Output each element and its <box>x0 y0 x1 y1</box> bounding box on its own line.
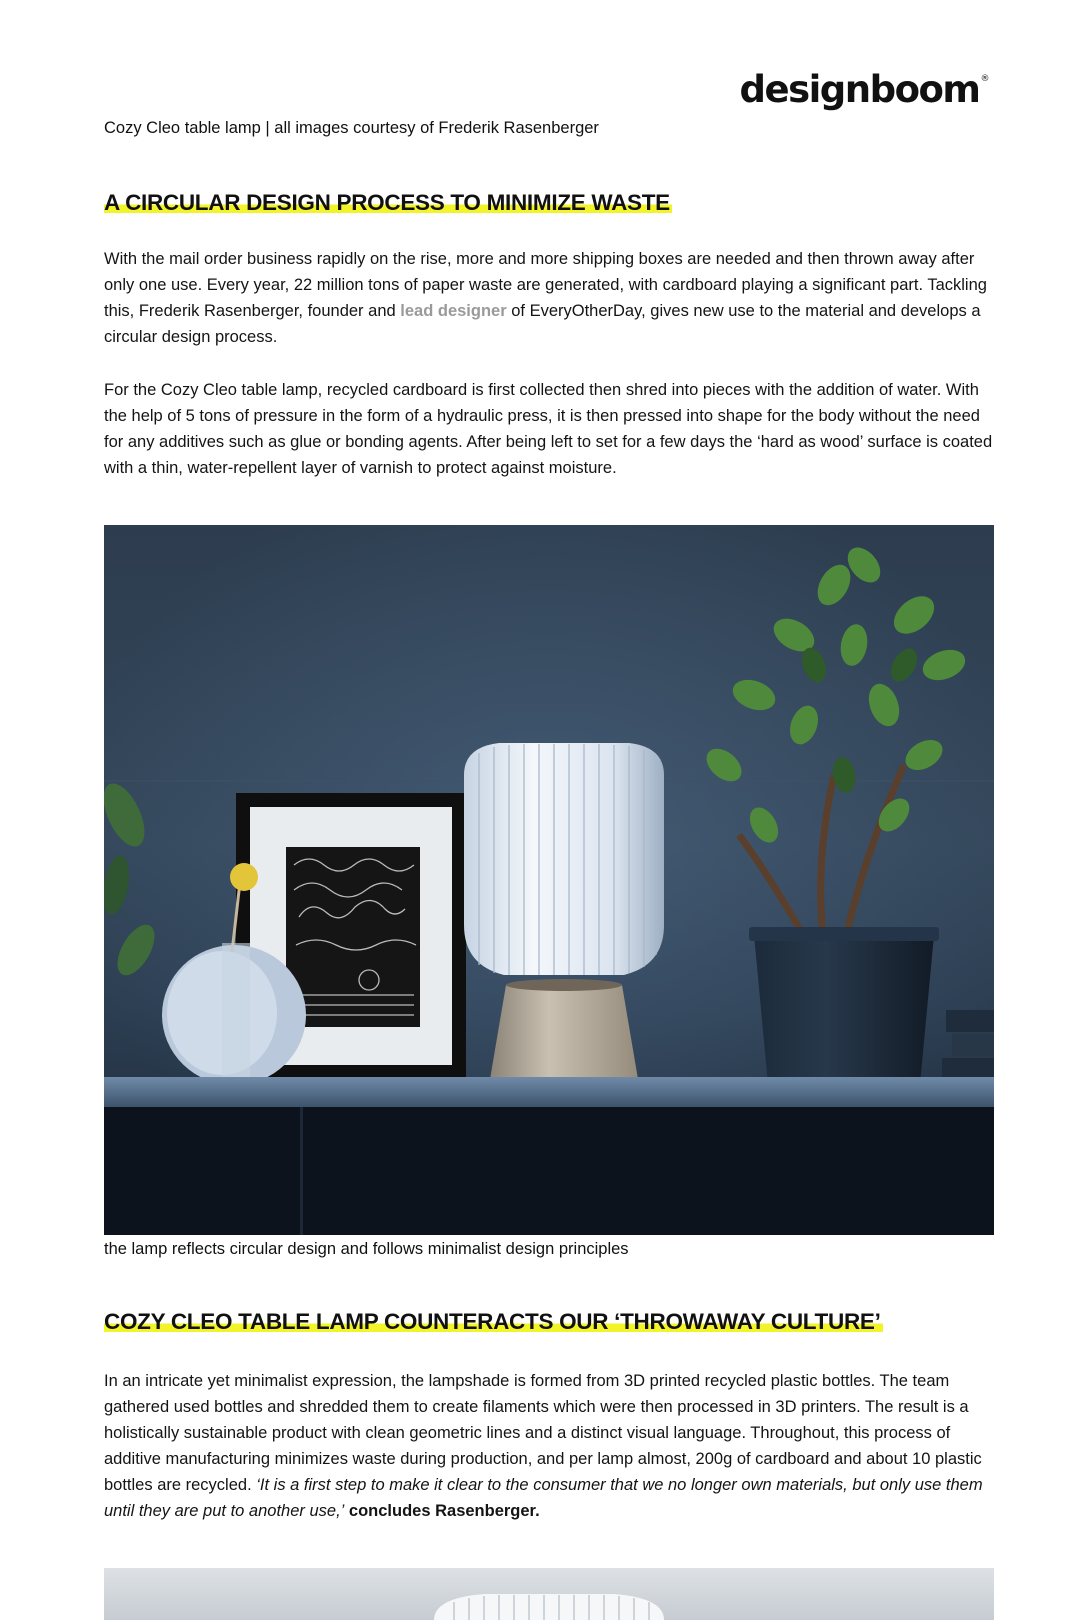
quote-attribution: concludes Rasenberger. <box>344 1502 540 1520</box>
heading-text: COZY CLEO TABLE LAMP COUNTERACTS OUR ‘THROWAWAY CULTURE’ <box>104 1309 881 1334</box>
cabinet-front <box>104 1107 994 1235</box>
paragraph-text-end: of EveryOtherDay, gives new use to the material and develops a circular design process. <box>104 302 981 346</box>
article-paragraph <box>104 1368 994 1524</box>
registered-mark: ® <box>980 74 988 84</box>
designer-quote: ‘It is a first step to make it clear to the consumer that we no longer own materials, but only use them until they are put to another use,’ <box>104 1476 983 1520</box>
section-heading-circular-design <box>104 190 994 216</box>
shelf-top <box>104 1077 994 1107</box>
logo-text: designboom <box>739 68 980 111</box>
article-paragraph <box>104 377 994 481</box>
heading-text: A CIRCULAR DESIGN PROCESS TO MINIMIZE WASTE <box>104 190 670 215</box>
section-heading-throwaway-culture <box>104 1309 994 1335</box>
article-paragraph <box>104 246 994 350</box>
image-credit-caption: Cozy Cleo table lamp | all images courtesy of Frederik Rasenberger <box>104 119 599 137</box>
lamp-scene-illustration <box>104 525 994 1235</box>
paragraph-body: In an intricate yet minimalist expression, the lampshade is formed from 3D printed recycled plastic bottles. The team gathered used bottles and shredded them to create filaments which were then processed in 3D printers. The result is a holistically sustainable product with clean geometric lines and a distinct visual language. Throughout, this process of additive manufacturing minimizes waste during production, and per lamp almost, 200g of cardboard and about 10 plastic bottles are recycled. <box>104 1372 982 1494</box>
designboom-logo[interactable] <box>740 68 989 111</box>
lamp-shade-top-illustration <box>104 1568 994 1620</box>
paragraph-text <box>104 1368 994 1524</box>
paragraph-text: For the Cozy Cleo table lamp, recycled cardboard is first collected then shred into pieces with the addition of water. With the help of 5 tons of pressure in the form of a hydraulic press, it is then pressed into shape for the body without the need for any additives such as glue or bonding agents. After being left to set for a few days the ‘hard as wood’ surface is coated with a thin, water-repellent layer of varnish to protect against moisture. <box>104 381 993 477</box>
photo-caption: the lamp reflects circular design and follows minimalist design principles <box>104 1240 629 1258</box>
paragraph-text-start: With the mail order business rapidly on the rise, more and more shipping boxes are needed and then thrown away after only one use. Every year, 22 million tons of paper waste are generated, with cardboard playing a significant part. Tackling this, Frederik Rasenberger, founder and <box>104 250 987 320</box>
lamp-photo-2 <box>104 1568 994 1620</box>
lead-designer-link[interactable]: lead designer <box>400 302 507 320</box>
paragraph-text <box>104 246 994 350</box>
lamp-photo <box>104 525 994 1235</box>
